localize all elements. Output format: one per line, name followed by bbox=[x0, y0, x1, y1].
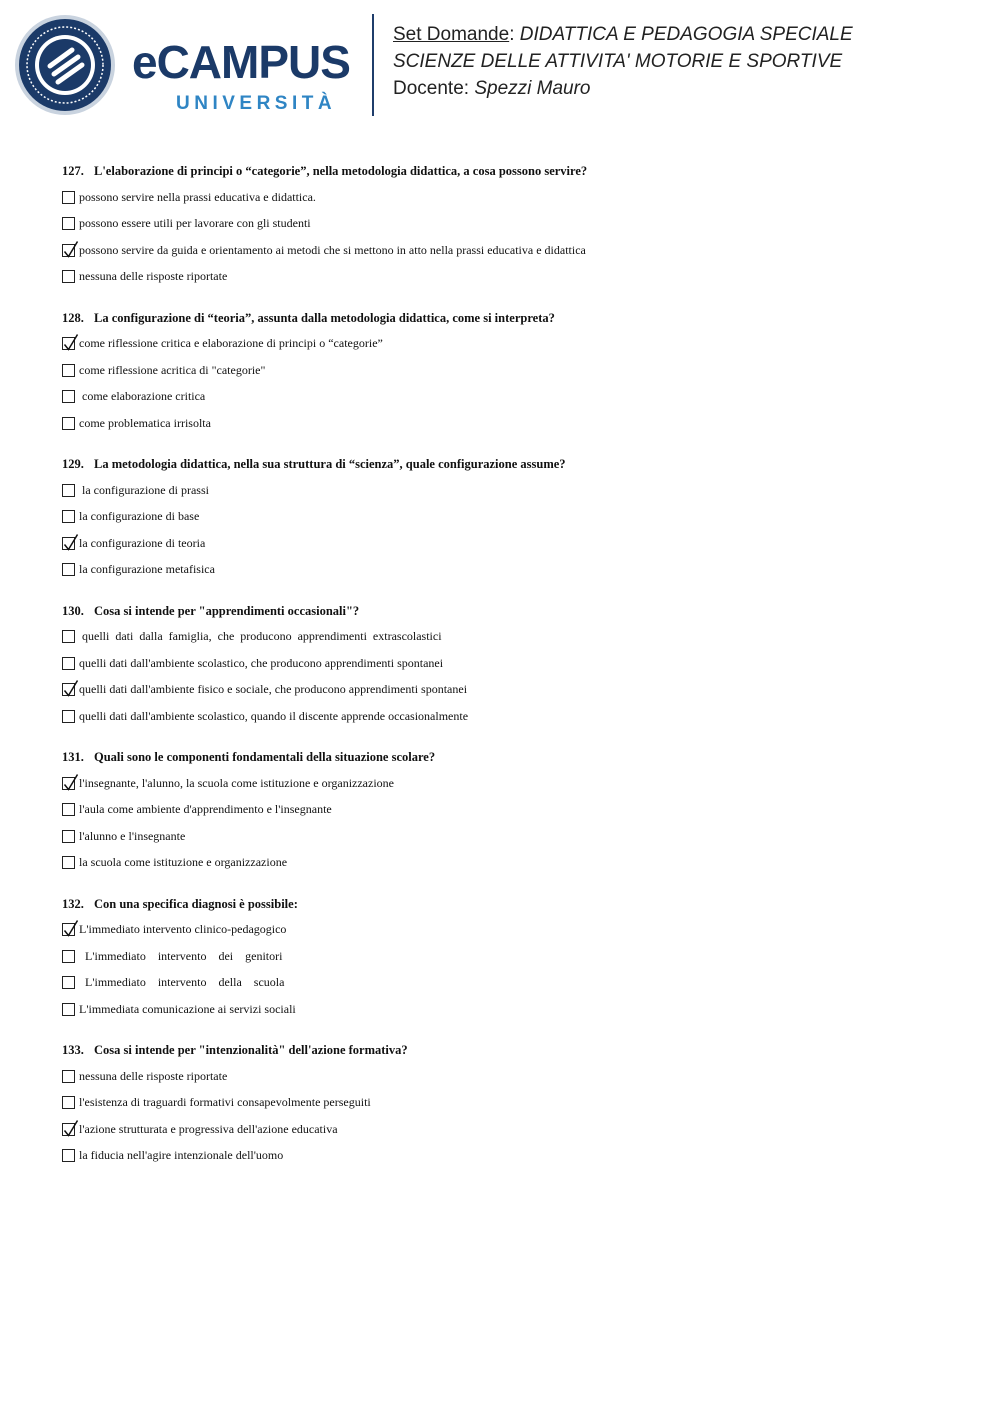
question-text: La configurazione di “teoria”, assunta dalla metodologia didattica, come si interpreta? bbox=[94, 310, 555, 325]
question-text: Quali sono le componenti fondamentali della situazione scolare? bbox=[94, 750, 436, 764]
answer-text: come riflessione critica e elaborazione di principi o “categorie” bbox=[79, 336, 383, 351]
question-title bbox=[62, 1037, 962, 1063]
checkbox[interactable] bbox=[62, 856, 75, 869]
answer-option[interactable] bbox=[62, 264, 962, 291]
university-seal-icon bbox=[14, 14, 116, 116]
question-title bbox=[62, 744, 962, 770]
answer-option[interactable] bbox=[62, 384, 962, 411]
answer-text: come problematica irrisolta bbox=[79, 415, 211, 430]
answer-option[interactable] bbox=[62, 770, 962, 797]
checkbox[interactable] bbox=[62, 510, 75, 523]
answer-text: possono servire nella prassi educativa e didattica. bbox=[79, 189, 316, 204]
answer-text: come riflessione acritica di "categorie" bbox=[79, 362, 266, 377]
answer-text: quelli dati dall'ambiente scolastico, che producono apprendimenti spontanei bbox=[79, 655, 444, 670]
answer-text: quelli dati dall'ambiente scolastico, quando il discente apprende occasionalmente bbox=[79, 708, 469, 723]
checkbox[interactable] bbox=[62, 630, 75, 643]
checkbox-checked[interactable] bbox=[62, 683, 75, 696]
answer-text: nessuna delle risposte riportate bbox=[79, 269, 228, 284]
question-text: Cosa si intende per "apprendimenti occasionali"? bbox=[94, 603, 360, 618]
question-text: Cosa si intende per "intenzionalità" dell'azione formativa? bbox=[94, 1043, 408, 1057]
question-number: 133. bbox=[62, 1043, 84, 1057]
answer-text: L'immediata comunicazione ai servizi sociali bbox=[79, 1001, 296, 1016]
answer-text: l'azione strutturata e progressiva dell'azione educativa bbox=[79, 1121, 338, 1136]
questions-list bbox=[62, 158, 962, 1184]
answer-option[interactable] bbox=[62, 996, 962, 1023]
question-block bbox=[62, 891, 962, 1038]
brand-subtitle: UNIVERSITÀ bbox=[176, 93, 337, 114]
question-block bbox=[62, 158, 962, 305]
document-header bbox=[393, 21, 853, 102]
answer-text: possono essere utili per lavorare con gli studenti bbox=[79, 216, 311, 231]
checkbox[interactable] bbox=[62, 270, 75, 283]
checkmark-icon bbox=[63, 679, 80, 697]
question-text: La metodologia didattica, nella sua struttura di “scienza”, quale configurazione assume? bbox=[94, 457, 566, 471]
answer-text: l'aula come ambiente d'apprendimento e l'insegnante bbox=[79, 802, 332, 817]
checkbox-checked[interactable] bbox=[62, 337, 75, 350]
answer-option[interactable] bbox=[62, 624, 962, 651]
brand-name: eCAMPUS bbox=[132, 36, 350, 88]
answer-option[interactable] bbox=[62, 797, 962, 824]
answer-text: la configurazione di prassi bbox=[79, 482, 209, 497]
question-title bbox=[62, 305, 962, 331]
question-number: 129. bbox=[62, 457, 84, 471]
set-label: Set Domande bbox=[393, 24, 510, 45]
question-block bbox=[62, 451, 962, 598]
answer-option[interactable] bbox=[62, 530, 962, 557]
answer-option[interactable] bbox=[62, 850, 962, 877]
checkbox[interactable] bbox=[62, 1096, 75, 1109]
answer-option[interactable] bbox=[62, 357, 962, 384]
header-divider bbox=[372, 14, 374, 116]
checkbox-checked[interactable] bbox=[62, 537, 75, 550]
answer-option[interactable] bbox=[62, 703, 962, 730]
course-title: DIDATTICA E PEDAGOGIA SPECIALE bbox=[519, 24, 853, 45]
question-block bbox=[62, 1037, 962, 1184]
checkbox[interactable] bbox=[62, 563, 75, 576]
answer-text: la fiducia nell'agire intenzionale dell'uomo bbox=[79, 1148, 284, 1163]
answer-text: la configurazione di teoria bbox=[79, 535, 206, 550]
question-block bbox=[62, 598, 962, 745]
question-number: 127. bbox=[62, 164, 84, 178]
answer-option[interactable] bbox=[62, 410, 962, 437]
answer-option[interactable] bbox=[62, 1143, 962, 1170]
checkmark-icon bbox=[63, 773, 80, 791]
answer-option[interactable] bbox=[62, 1116, 962, 1143]
answer-option[interactable] bbox=[62, 477, 962, 504]
answer-text: quelli dati dalla famiglia, che producono apprendimenti extrascolastici bbox=[79, 629, 442, 644]
answer-option[interactable] bbox=[62, 677, 962, 704]
answer-text: nessuna delle risposte riportate bbox=[79, 1068, 228, 1083]
checkbox[interactable] bbox=[62, 950, 75, 963]
question-block bbox=[62, 744, 962, 891]
answer-text: la configurazione metafisica bbox=[79, 562, 215, 577]
answer-text: possono servire da guida e orientamento ai metodi che si mettono in atto nella prassi educativa e didattica bbox=[79, 242, 586, 257]
checkbox[interactable] bbox=[62, 830, 75, 843]
answer-option[interactable] bbox=[62, 823, 962, 850]
answer-option[interactable] bbox=[62, 237, 962, 264]
checkbox-checked[interactable] bbox=[62, 244, 75, 257]
question-title bbox=[62, 451, 962, 477]
checkbox[interactable] bbox=[62, 191, 75, 204]
answer-option[interactable] bbox=[62, 943, 962, 970]
checkbox[interactable] bbox=[62, 1149, 75, 1162]
ecampus-logo bbox=[14, 14, 364, 118]
checkbox-checked[interactable] bbox=[62, 777, 75, 790]
checkbox[interactable] bbox=[62, 417, 75, 430]
answer-option[interactable] bbox=[62, 650, 962, 677]
teacher-label: Docente: bbox=[393, 78, 475, 99]
teacher-name: Spezzi Mauro bbox=[474, 78, 591, 99]
answer-text: l'insegnante, l'alunno, la scuola come istituzione e organizzazione bbox=[79, 775, 394, 790]
checkbox[interactable] bbox=[62, 976, 75, 989]
question-block bbox=[62, 305, 962, 452]
question-title bbox=[62, 891, 962, 917]
question-title bbox=[62, 598, 962, 624]
checkbox[interactable] bbox=[62, 364, 75, 377]
checkbox-checked[interactable] bbox=[62, 923, 75, 936]
answer-text: la scuola come istituzione e organizzazione bbox=[79, 855, 288, 870]
checkbox[interactable] bbox=[62, 1003, 75, 1016]
answer-text: L'immediato intervento della scuola bbox=[79, 975, 285, 990]
question-title bbox=[62, 158, 962, 184]
checkbox[interactable] bbox=[62, 1070, 75, 1083]
checkbox-checked[interactable] bbox=[62, 1123, 75, 1136]
answer-option[interactable] bbox=[62, 557, 962, 584]
question-number: 132. bbox=[62, 896, 84, 911]
checkmark-icon bbox=[63, 919, 80, 937]
answer-option[interactable] bbox=[62, 504, 962, 531]
answer-text: la configurazione di base bbox=[79, 509, 200, 524]
checkmark-icon bbox=[63, 1119, 80, 1137]
answer-text: l'alunno e l'insegnante bbox=[79, 828, 186, 843]
answer-text: come elaborazione critica bbox=[79, 389, 206, 404]
checkbox[interactable] bbox=[62, 484, 75, 497]
answer-option[interactable] bbox=[62, 970, 962, 997]
answer-option[interactable] bbox=[62, 211, 962, 238]
checkmark-icon bbox=[63, 533, 80, 551]
checkbox[interactable] bbox=[62, 390, 75, 403]
question-text: Con una specifica diagnosi è possibile: bbox=[94, 896, 298, 911]
checkbox[interactable] bbox=[62, 803, 75, 816]
answer-text: quelli dati dall'ambiente fisico e sociale, che producono apprendimenti spontanei bbox=[79, 682, 468, 697]
checkmark-icon bbox=[63, 333, 80, 351]
answer-text: l'esistenza di traguardi formativi consapevolmente perseguiti bbox=[79, 1095, 371, 1110]
question-number: 128. bbox=[62, 310, 84, 325]
answer-option[interactable] bbox=[62, 1063, 962, 1090]
checkmark-icon bbox=[63, 240, 80, 258]
set-colon: : bbox=[509, 24, 520, 45]
checkbox[interactable] bbox=[62, 710, 75, 723]
checkbox[interactable] bbox=[62, 217, 75, 230]
question-number: 131. bbox=[62, 750, 84, 764]
checkbox[interactable] bbox=[62, 657, 75, 670]
answer-text: L'immediato intervento clinico-pedagogico bbox=[79, 922, 287, 937]
question-text: L'elaborazione di principi o “categorie”, nella metodologia didattica, a cosa possono servire? bbox=[94, 164, 588, 178]
answer-text: L'immediato intervento dei genitori bbox=[79, 948, 283, 963]
brand-wordmark bbox=[132, 38, 364, 118]
answer-option[interactable] bbox=[62, 184, 962, 211]
question-number: 130. bbox=[62, 603, 84, 618]
answer-option[interactable] bbox=[62, 1090, 962, 1117]
answer-option[interactable] bbox=[62, 331, 962, 358]
answer-option[interactable] bbox=[62, 917, 962, 944]
course-subtitle: SCIENZE DELLE ATTIVITA' MOTORIE E SPORTIVE bbox=[393, 51, 843, 72]
